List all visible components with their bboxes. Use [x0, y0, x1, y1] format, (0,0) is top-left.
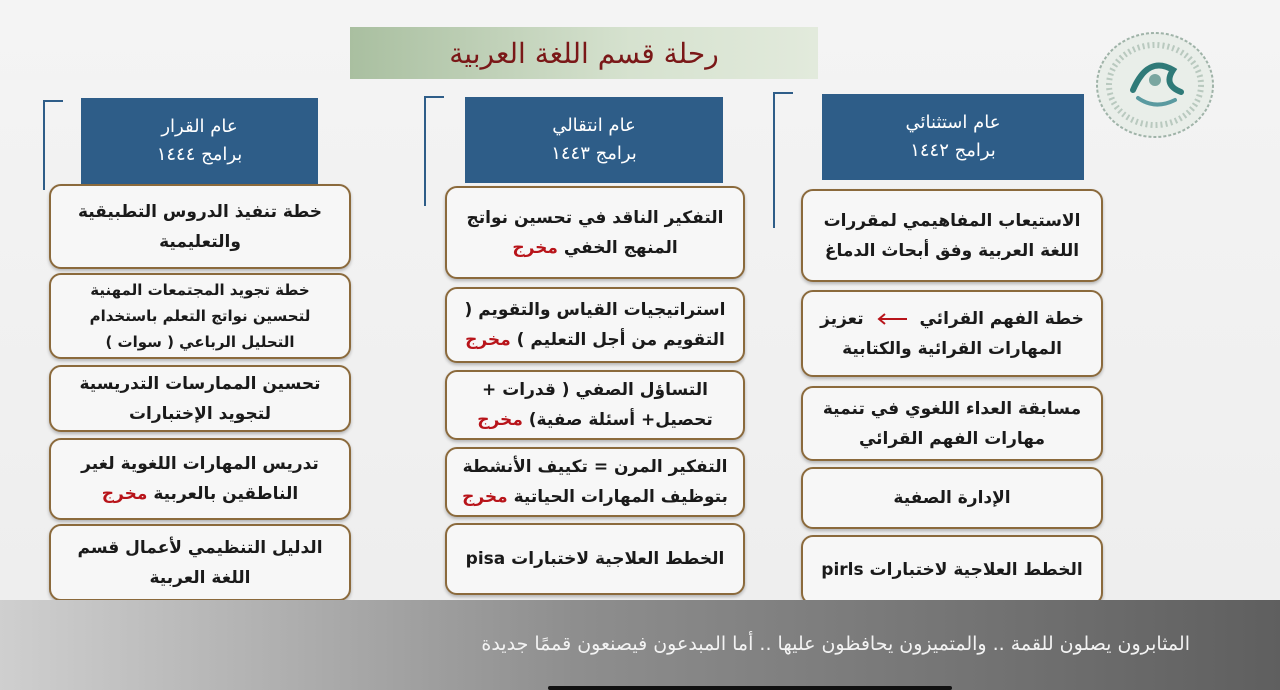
card-teaching-practices: تحسين الممارسات التدريسية لتجويد الإختبارات [49, 365, 351, 432]
column-header-exceptional-year [822, 94, 1084, 180]
column-header-decision-year [81, 98, 318, 184]
header-subtitle: برامج ١٤٤٣ [551, 143, 637, 164]
output-tag: مخرج [462, 487, 508, 507]
column-bracket-right [773, 92, 793, 228]
card-conceptual-understanding: الاستيعاب المفاهيمي لمقررات اللغة العربية وفق أبحاث الدماغ [801, 189, 1103, 282]
card-text-part1: خطة الفهم القرائي [919, 308, 1084, 329]
home-indicator [548, 686, 952, 690]
card-language-competition: مسابقة العداء اللغوي في تنمية مهارات الفهم القرائي [801, 386, 1103, 461]
title-banner [350, 27, 818, 79]
card-pisa-remedial-plans: الخطط العلاجية لاختبارات pisa [445, 523, 745, 595]
card-classroom-questioning: التساؤل الصفي ( قدرات + تحصيل+ أسئلة صفية) مخرج [445, 370, 745, 440]
column-bracket-middle [424, 96, 444, 206]
header-title: عام انتقالي [552, 115, 636, 136]
department-logo-icon [1093, 30, 1217, 140]
card-organizational-guide: الدليل التنظيمي لأعمال قسم اللغة العربية [49, 524, 351, 601]
card-text-part2: تعزيز المهارات القرائية والكتابية [820, 308, 1062, 359]
card-flexible-thinking: التفكير المرن = تكييف الأنشطة بتوظيف المهارات الحياتية مخرج [445, 447, 745, 517]
card-classroom-management: الإدارة الصفية [801, 467, 1103, 529]
output-tag: مخرج [512, 237, 558, 258]
header-title: عام استثنائي [905, 112, 1001, 133]
output-tag: مخرج [477, 410, 523, 430]
column-bracket-left [43, 100, 63, 190]
output-tag: مخرج [465, 330, 511, 350]
card-applied-lessons-plan: خطة تنفيذ الدروس التطبيقية والتعليمية [49, 184, 351, 269]
card-reading-comprehension-plan [801, 290, 1103, 377]
column-header-transitional-year [465, 97, 723, 183]
footer-quote: المثابرون يصلون للقمة .. والمتميزون يحافظون عليها .. أما المبدعون فيصنعون قممًا جديدة [481, 633, 1190, 655]
card-assessment-strategies: استراتيجيات القياس والتقويم ( التقويم من أجل التعليم ) مخرج [445, 287, 745, 363]
header-subtitle: برامج ١٤٤٤ [156, 144, 243, 165]
card-critical-thinking: التفكير الناقد في تحسين نواتج المنهج الخفي مخرج [445, 186, 745, 279]
page-title: رحلة قسم اللغة العربية [449, 36, 719, 70]
arrow-left-icon [876, 313, 908, 325]
card-teaching-non-native: تدريس المهارات اللغوية لغير الناطقين بالعربية مخرج [49, 438, 351, 520]
header-title: عام القرار [161, 116, 238, 137]
card-professional-communities-plan: خطة تجويد المجتمعات المهنية لتحسين نواتج التعلم باستخدام التحليل الرباعي ( سوات ) [49, 273, 351, 359]
output-tag: مخرج [101, 484, 148, 504]
header-subtitle: برامج ١٤٤٢ [910, 140, 996, 161]
card-pirls-remedial-plans: الخطط العلاجية لاختبارات pirls [801, 535, 1103, 605]
